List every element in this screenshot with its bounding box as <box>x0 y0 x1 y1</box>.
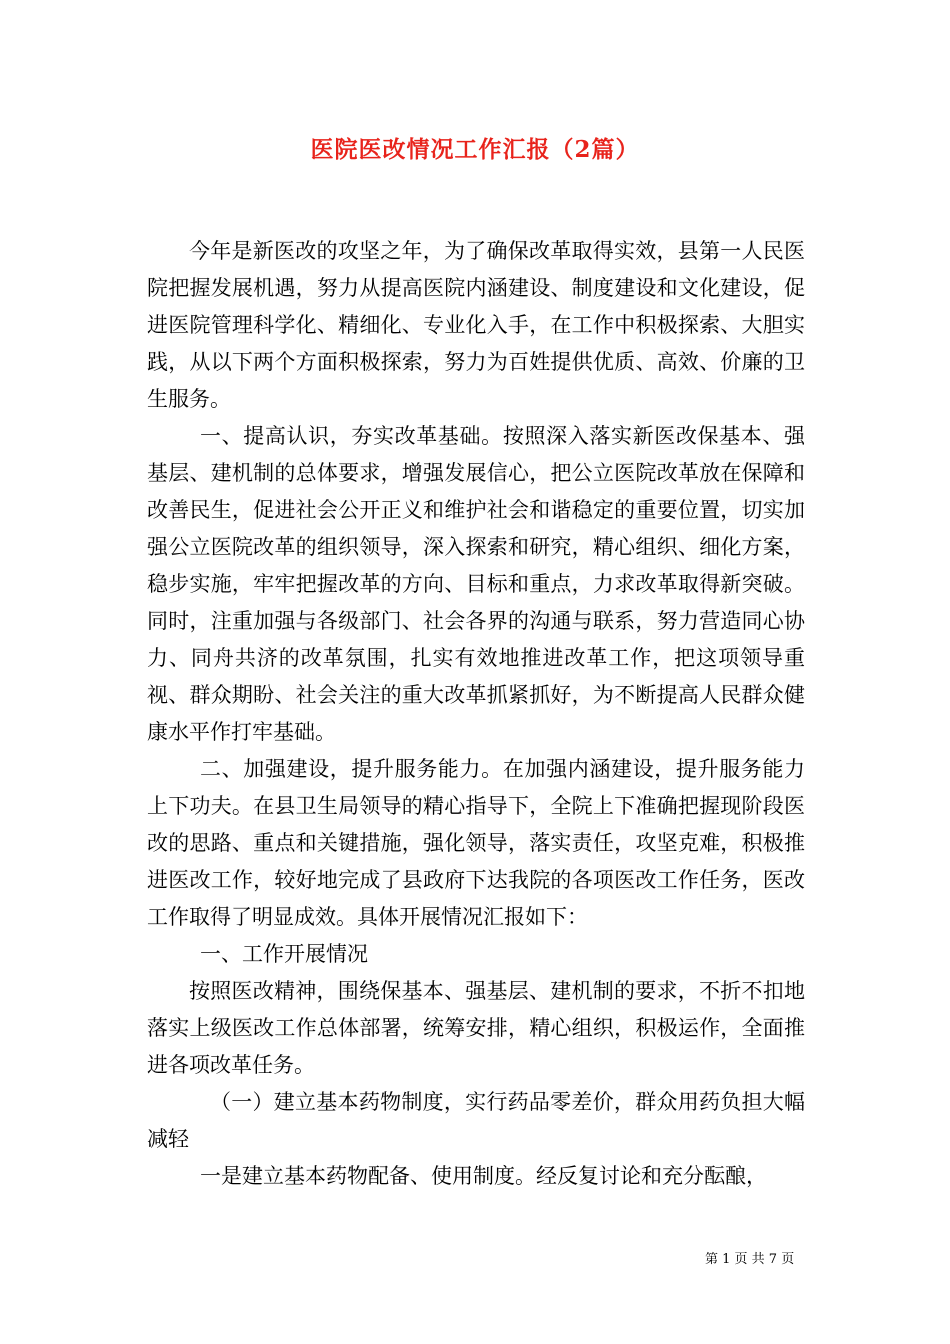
paragraph-section-one: 一、提高认识，夯实改革基础。按照深入落实新医改保基本、强基层、建机制的总体要求，增强发展信心，把公立医院改革放在保障和改善民生，促进社会公开正义和维护社会和谐稳定的重要位置，切实加强公立医院改革的组织领导，深入探索和研究，精心组织、细化方案，稳步实施，牢牢把握改革的方向、目标和重点，力求改革取得新突破。同时，注重加强与各级部门、社会各界的沟通与联系，努力营造同心协力、同舟共济的改革氛围，扎实有效地推进改革工作，把这项领导重视、群众期盼、社会关注的重大改革抓紧抓好，为不断提高人民群众健康水平作打牢基础。 <box>147 424 805 744</box>
paragraph-reform-tasks: 按照医改精神，围绕保基本、强基层、建机制的要求，不折不扣地落实上级医改工作总体部署，统筹安排，精心组织，积极运作，全面推进各项改革任务。 <box>147 979 805 1077</box>
paragraph-section-two: 二、加强建设，提升服务能力。在加强内涵建设，提升服务能力上下功夫。在县卫生局领导的精心指导下，全院上下准确把握现阶段医改的思路、重点和关键措施，强化领导，落实责任，攻坚克难，积极推进医改工作，较好地完成了县政府下达我院的各项医改工作任务，医改工作取得了明显成效。具体开展情况汇报如下： <box>147 757 805 929</box>
document-body <box>147 233 805 1195</box>
paragraph-intro: 今年是新医改的攻坚之年，为了确保改革取得实效，县第一人民医院把握发展机遇，努力从提高医院内涵建设、制度建设和文化建设，促进医院管理科学化、精细化、专业化入手，在工作中积极探索、大胆实践，从以下两个方面积极探索，努力为百姓提供优质、高效、价廉的卫生服务。 <box>147 239 805 411</box>
heading-work-progress: 一、工作开展情况 <box>200 942 368 966</box>
paragraph-drug-system: 一是建立基本药物配备、使用制度。经反复讨论和充分酝酿， <box>200 1164 767 1188</box>
page-number-footer: 第 1 页 共 7 页 <box>705 1252 795 1267</box>
heading-essential-drugs: （一）建立基本药物制度，实行药品零差价，群众用药负担大幅减轻 <box>147 1090 805 1151</box>
document-title: 医院医改情况工作汇报（2篇） <box>310 136 640 163</box>
